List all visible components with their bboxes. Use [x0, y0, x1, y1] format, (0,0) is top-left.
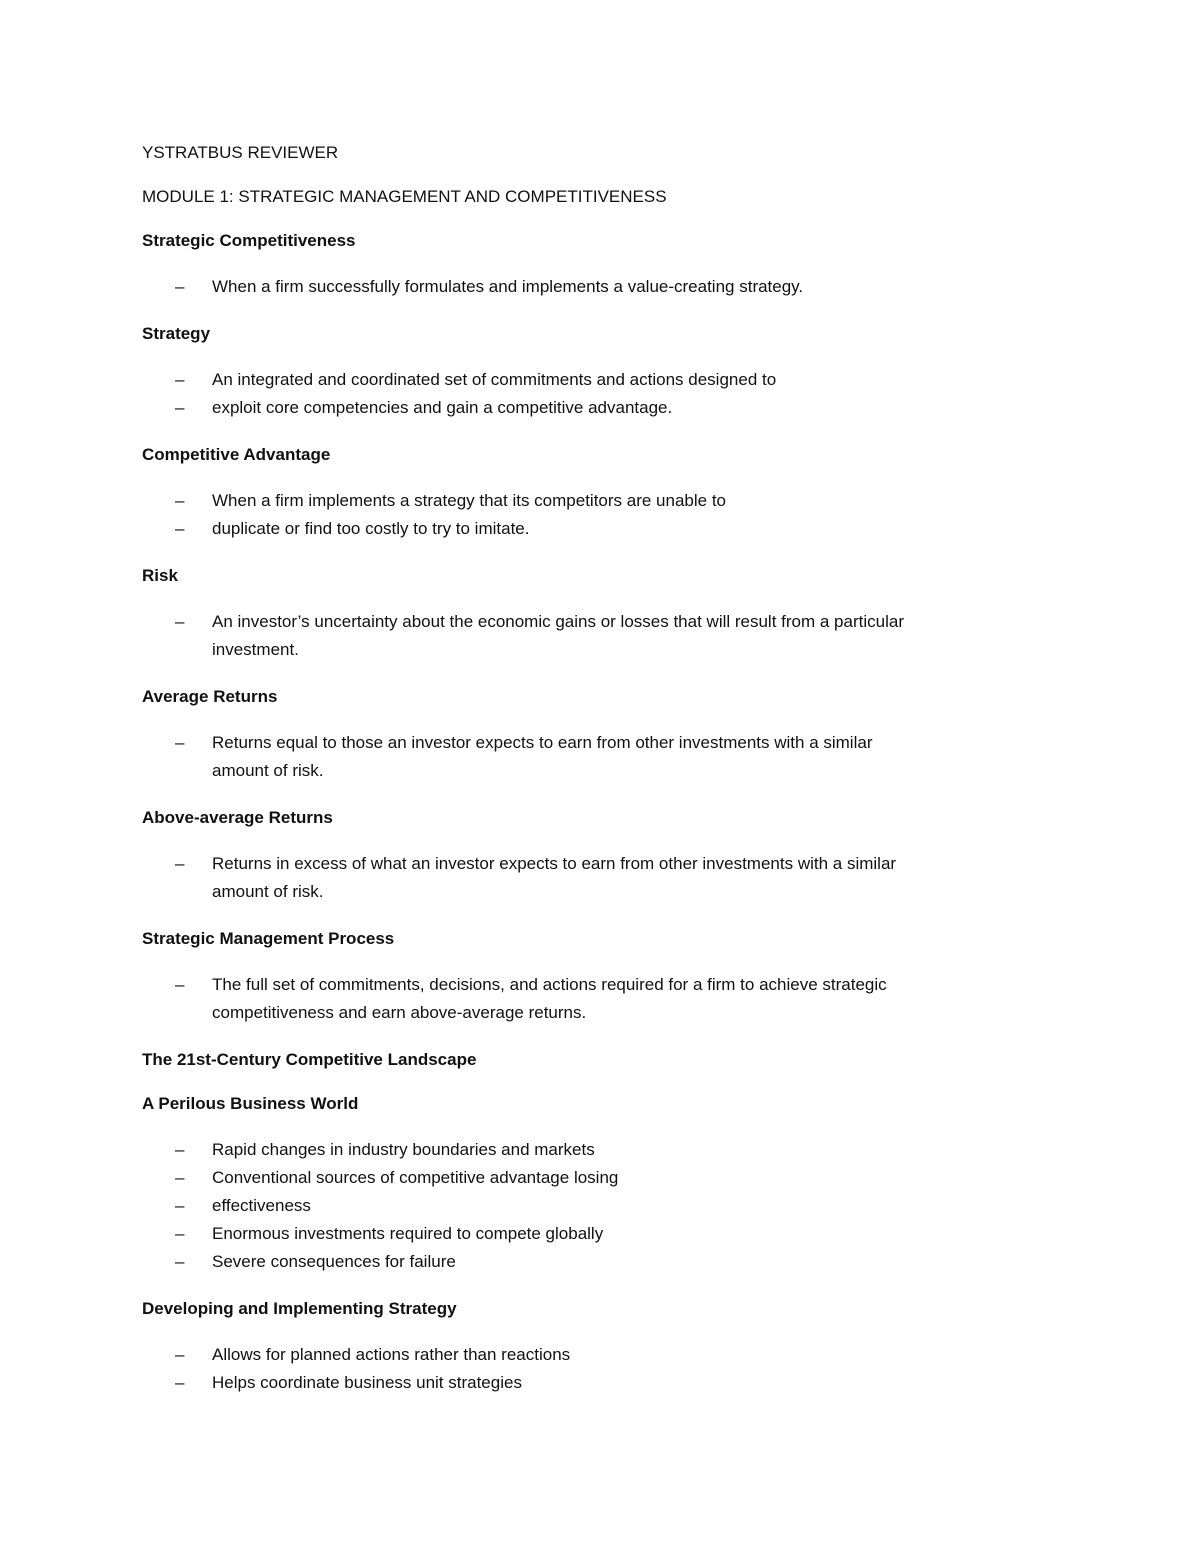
bullet-text: Allows for planned actions rather than reactions — [212, 1345, 571, 1364]
dash-bullet-icon: – — [175, 1252, 185, 1271]
dash-bullet-icon: – — [175, 1140, 185, 1159]
bullet-text: An investor’s uncertainty about the economic gains or losses that will result from a particular investment. — [212, 612, 904, 659]
bullet-text: Helps coordinate business unit strategies — [212, 1373, 522, 1392]
dash-bullet-icon: – — [175, 854, 185, 873]
section — [142, 323, 1080, 422]
section-heading: Above-average Returns — [142, 808, 333, 827]
dash-bullet-icon: – — [175, 277, 185, 296]
section-heading: The 21st-Century Competitive Landscape — [142, 1050, 477, 1069]
bullet-item — [142, 1136, 1080, 1164]
section — [142, 928, 1080, 1027]
section-heading: Strategic Management Process — [142, 929, 395, 948]
dash-bullet-icon: – — [175, 491, 185, 510]
bullet-item — [142, 1164, 1080, 1192]
bullet-list — [142, 850, 1080, 906]
bullet-text: Rapid changes in industry boundaries and markets — [212, 1140, 595, 1159]
bullet-item — [142, 1369, 1080, 1397]
section — [142, 807, 1080, 906]
module-title: MODULE 1: STRATEGIC MANAGEMENT AND COMPETITIVENESS — [142, 187, 667, 206]
bullet-text: exploit core competencies and gain a competitive advantage. — [212, 398, 673, 417]
bullet-text: Conventional sources of competitive advantage losing — [212, 1168, 619, 1187]
dash-bullet-icon: – — [175, 733, 185, 752]
section-heading: Developing and Implementing Strategy — [142, 1299, 457, 1318]
section-heading: Strategy — [142, 324, 211, 343]
section-heading: Average Returns — [142, 687, 278, 706]
dash-bullet-icon: – — [175, 398, 185, 417]
bullet-text: effectiveness — [212, 1196, 311, 1215]
section-heading: Risk — [142, 566, 178, 585]
dash-bullet-icon: – — [175, 975, 185, 994]
dash-bullet-icon: – — [175, 519, 185, 538]
sections-container — [142, 230, 1080, 1397]
bullet-list — [142, 729, 1080, 785]
section-heading: Strategic Competitiveness — [142, 231, 356, 250]
bullet-item — [142, 1248, 1080, 1276]
section — [142, 1298, 1080, 1397]
bullet-text: When a firm successfully formulates and implements a value-creating strategy. — [212, 277, 804, 296]
section — [142, 1049, 1080, 1071]
bullet-text: Returns equal to those an investor expects to earn from other investments with a similar amount of risk. — [212, 733, 873, 780]
section — [142, 1093, 1080, 1276]
bullet-item — [142, 273, 1080, 301]
dash-bullet-icon: – — [175, 612, 185, 631]
dash-bullet-icon: – — [175, 1168, 185, 1187]
section-heading: A Perilous Business World — [142, 1094, 359, 1113]
bullet-text: Severe consequences for failure — [212, 1252, 456, 1271]
bullet-item — [142, 971, 1080, 1027]
section — [142, 565, 1080, 664]
bullet-item — [142, 729, 1080, 785]
bullet-list — [142, 487, 1080, 543]
section — [142, 444, 1080, 543]
bullet-item — [142, 515, 1080, 543]
bullet-item — [142, 850, 1080, 906]
bullet-item — [142, 1341, 1080, 1369]
bullet-text: duplicate or find too costly to try to imitate. — [212, 519, 530, 538]
document-title: YSTRATBUS REVIEWER — [142, 143, 339, 162]
bullet-item — [142, 366, 1080, 394]
bullet-list — [142, 608, 1080, 664]
dash-bullet-icon: – — [175, 1196, 185, 1215]
bullet-list — [142, 366, 1080, 422]
bullet-text: An integrated and coordinated set of commitments and actions designed to — [212, 370, 777, 389]
dash-bullet-icon: – — [175, 370, 185, 389]
bullet-text: When a firm implements a strategy that its competitors are unable to — [212, 491, 727, 510]
dash-bullet-icon: – — [175, 1345, 185, 1364]
section-heading: Competitive Advantage — [142, 445, 331, 464]
bullet-list — [142, 1136, 1080, 1276]
dash-bullet-icon: – — [175, 1373, 185, 1392]
bullet-text: Enormous investments required to compete globally — [212, 1224, 604, 1243]
dash-bullet-icon: – — [175, 1224, 185, 1243]
bullet-item — [142, 1220, 1080, 1248]
bullet-item — [142, 487, 1080, 515]
bullet-item — [142, 608, 1080, 664]
bullet-text: The full set of commitments, decisions, and actions required for a firm to achieve strategic competitiveness and earn above-average returns. — [212, 975, 887, 1022]
bullet-list — [142, 273, 1080, 301]
bullet-list — [142, 1341, 1080, 1397]
section — [142, 230, 1080, 301]
bullet-text: Returns in excess of what an investor expects to earn from other investments with a similar amount of risk. — [212, 854, 897, 901]
bullet-list — [142, 971, 1080, 1027]
bullet-item — [142, 394, 1080, 422]
bullet-item — [142, 1192, 1080, 1220]
section — [142, 686, 1080, 785]
